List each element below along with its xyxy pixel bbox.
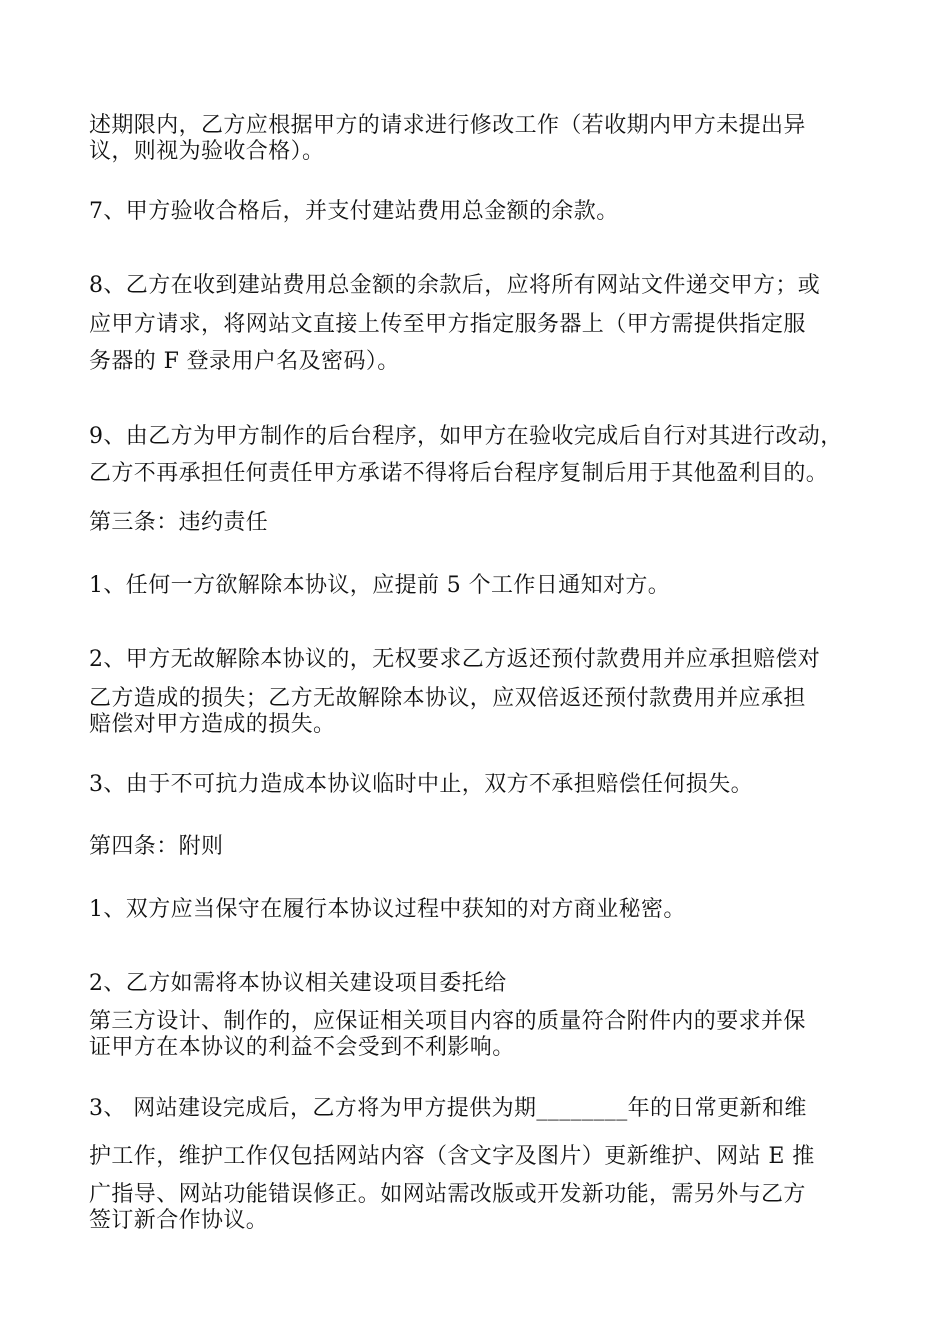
text-line: 应甲方请求，将网站文直接上传至甲方指定服务器上（甲方需提供指定服 (89, 312, 806, 337)
text-line: 签订新合作协议。 (89, 1208, 269, 1233)
section4-clause-3: 3、 网站建设完成后，乙方将为甲方提供为期________年的日常更新和维 (89, 1096, 807, 1121)
text-line: 护工作，维护工作仅包括网站内容（含文字及图片）更新维护、网站 E 推 (89, 1144, 815, 1169)
text-line: 乙方造成的损失；乙方无故解除本协议，应双倍返还预付款费用并应承担 (89, 686, 806, 711)
clause-7: 7、甲方验收合格后，并支付建站费用总金额的余款。 (89, 199, 619, 224)
text-line: 赔偿对甲方造成的损失。 (89, 712, 336, 737)
text-line: 证甲方在本协议的利益不会受到不利影响。 (89, 1035, 515, 1060)
text-line: 乙方不再承担任何责任甲方承诺不得将后台程序复制后用于其他盈利目的。 (89, 461, 829, 486)
section3-clause-3: 3、由于不可抗力造成本协议临时中止，双方不承担赔偿任何损失。 (89, 772, 753, 797)
section4-clause-2: 2、乙方如需将本协议相关建设项目委托给 (89, 971, 507, 996)
section-heading-3: 第三条：违约责任 (89, 510, 269, 535)
text-line: 述期限内，乙方应根据甲方的请求进行修改工作（若收期内甲方未提出异 (89, 113, 806, 138)
text-line: 第三方设计、制作的，应保证相关项目内容的质量符合附件内的要求并保 (89, 1009, 806, 1034)
text-line: 务器的 F 登录用户名及密码）。 (89, 349, 400, 374)
text-line: 广指导、网站功能错误修正。如网站需改版或开发新功能，需另外与乙方 (89, 1182, 806, 1207)
section3-clause-2: 2、甲方无故解除本协议的，无权要求乙方返还预付款费用并应承担赔偿对 (89, 647, 821, 672)
section3-clause-1: 1、任何一方欲解除本协议，应提前 5 个工作日通知对方。 (89, 573, 671, 598)
clause-9: 9、由乙方为甲方制作的后台程序，如甲方在验收完成后自行对其进行改动， (89, 424, 843, 449)
clause-8: 8、乙方在收到建站费用总金额的余款后，应将所有网站文件递交甲方；或 (89, 273, 821, 298)
section-heading-4: 第四条：附则 (89, 834, 224, 859)
section4-clause-1: 1、双方应当保守在履行本协议过程中获知的对方商业秘密。 (89, 897, 686, 922)
text-line: 议，则视为验收合格）。 (89, 139, 325, 164)
